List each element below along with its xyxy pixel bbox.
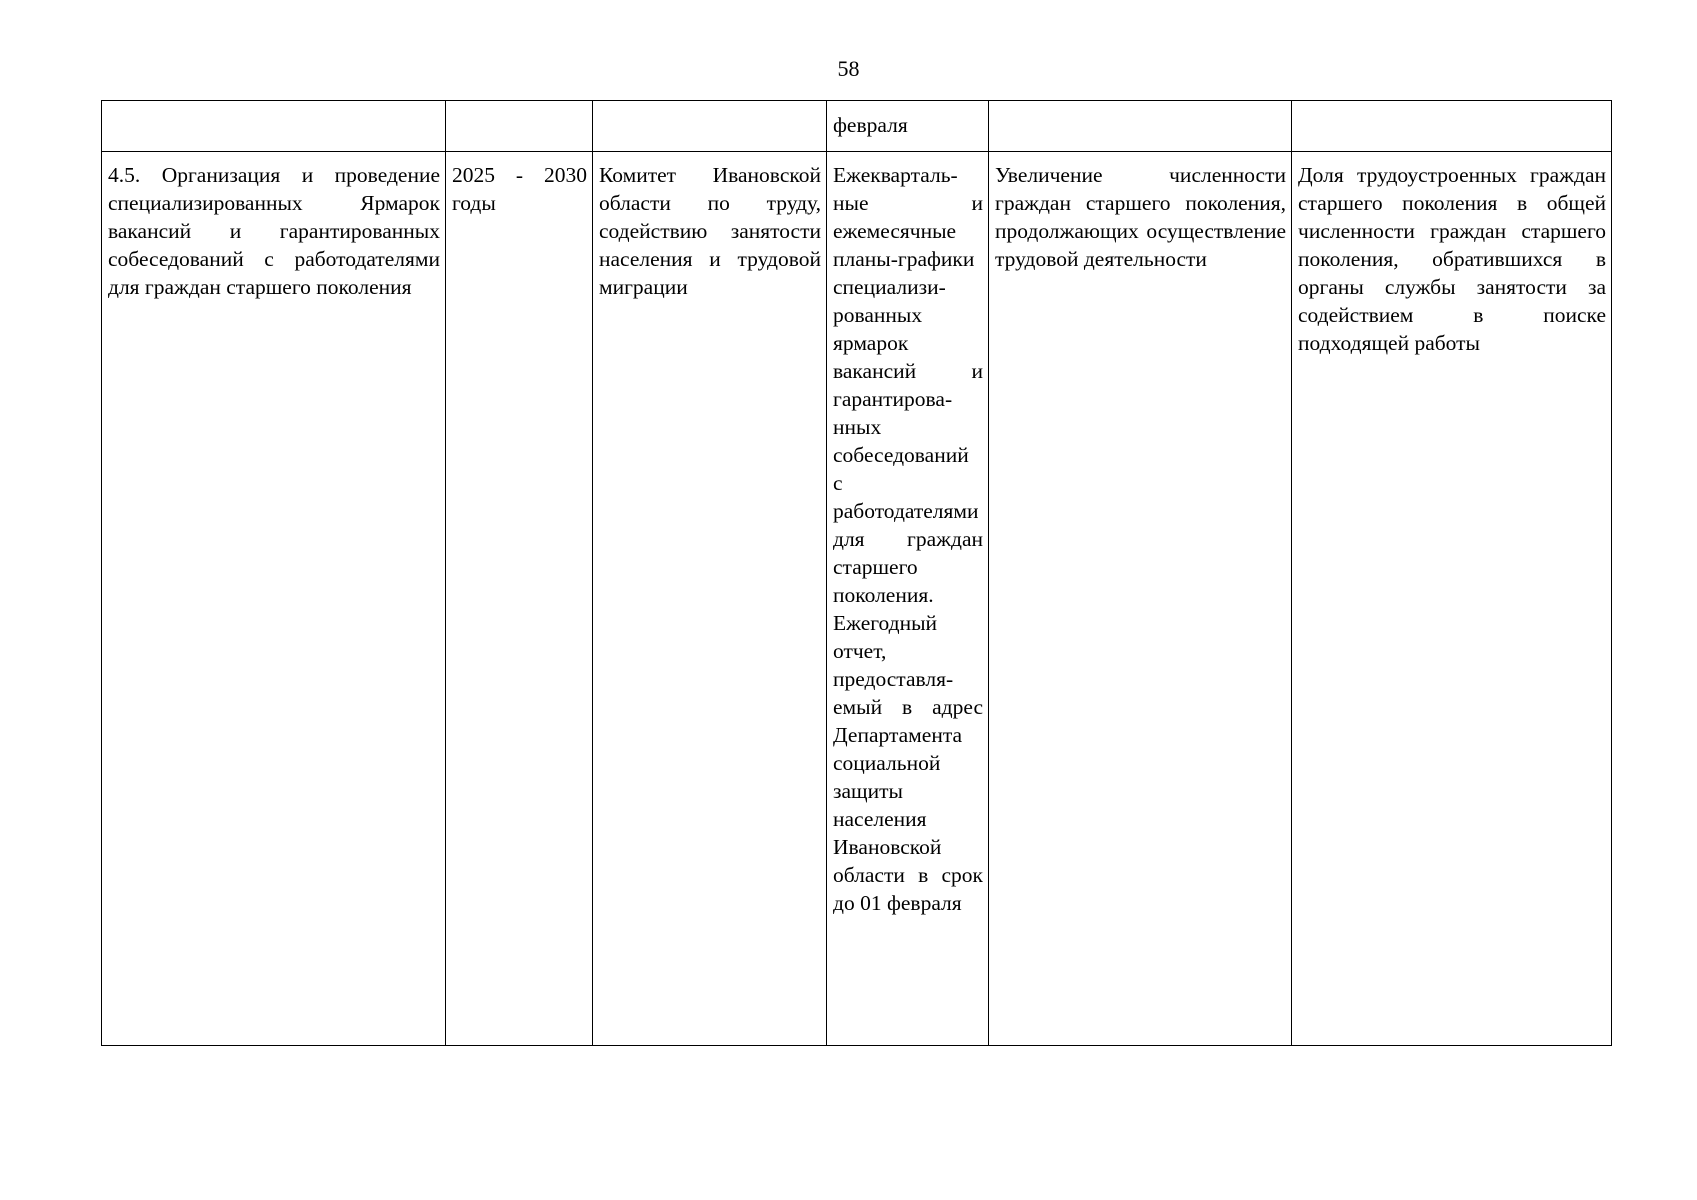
cell-result: Увеличение численности граждан старшего поколения, продолжающих осуществление трудовой деятельности [989, 152, 1292, 1046]
cell-reporting: февраля [827, 101, 989, 152]
cell-term: 2025 - 2030 годы [446, 152, 593, 1046]
table-row-continuation [102, 101, 1612, 152]
page-number: 58 [837, 56, 860, 81]
cell-measure: 4.5. Организация и проведение специализированных Ярмарок вакансий и гарантированных собеседований с работодателями для граждан старшего поколения [102, 152, 446, 1046]
cell-responsible [593, 101, 827, 152]
table-row [102, 152, 1612, 1046]
cell-term [446, 101, 593, 152]
cell-reporting: Ежеквартальные и ежемесячные планы-графики специализированных ярмарок вакансий и гарантированных собеседований с работодателями для граждан старшего поколения. Ежегодный отчет, предоставляемый в адрес Департамента социальной защиты населения Ивановской области в срок до 01 февраля [827, 152, 989, 1046]
cell-responsible: Комитет Ивановской области по труду, содействию занятости населения и трудовой миграции [593, 152, 827, 1046]
measures-table [101, 100, 1612, 1046]
cell-indicator: Доля трудоустроенных граждан старшего поколения в общей численности граждан старшего поколения, обратившихся в органы службы занятости за содействием в поиске подходящей работы [1292, 152, 1612, 1046]
cell-indicator [1292, 101, 1612, 152]
cell-measure [102, 101, 446, 152]
cell-result [989, 101, 1292, 152]
